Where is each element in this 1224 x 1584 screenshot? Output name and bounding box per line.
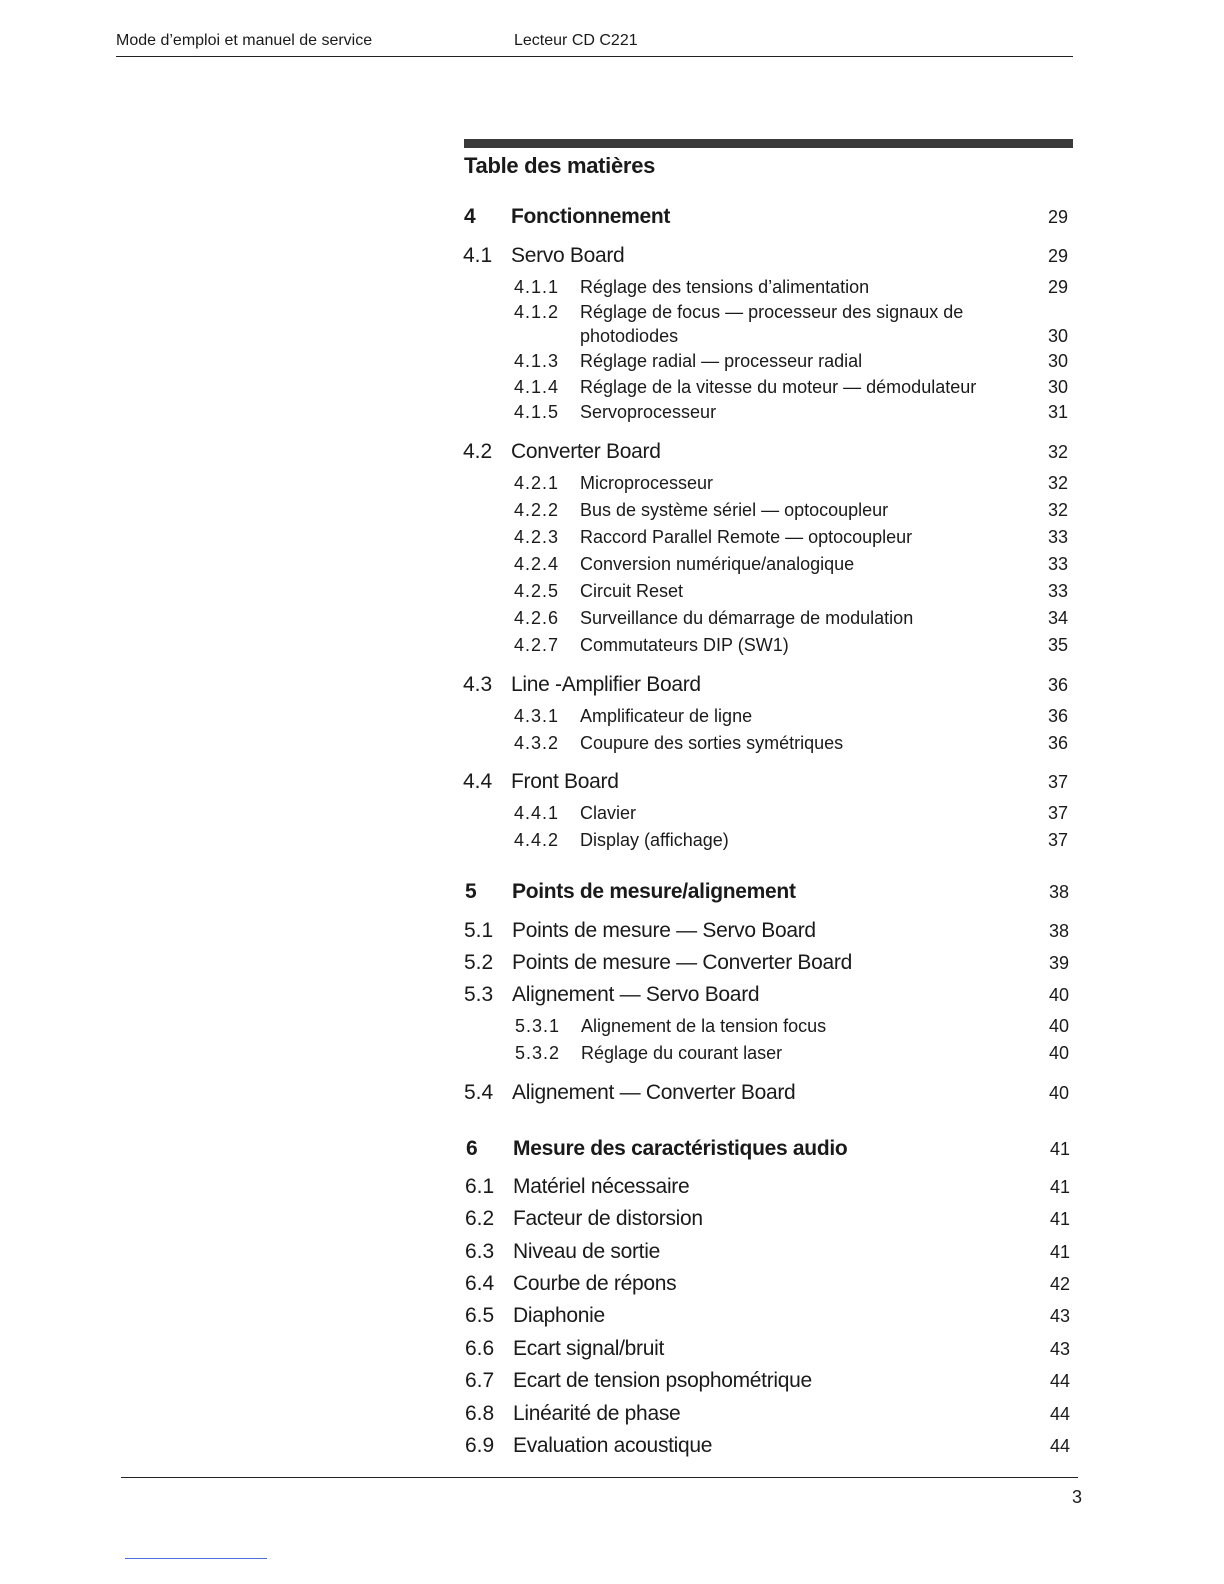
toc-entry-page: 41 — [1049, 1242, 1070, 1262]
toc-entry-section — [0, 1434, 1224, 1460]
toc-entry-title: Front Board — [511, 770, 619, 793]
toc-entry-page: 29 — [1047, 277, 1068, 297]
toc-entry-title: Points de mesure/alignement — [512, 880, 796, 903]
toc-entry-chapter — [0, 880, 1224, 906]
toc-entry-sub — [0, 500, 1224, 526]
toc-entry-page: 30 — [1047, 351, 1068, 371]
toc-entry-sub — [0, 733, 1224, 759]
toc-entry-title: Ecart signal/bruit — [513, 1337, 665, 1360]
toc-entry-section — [0, 919, 1224, 945]
toc-entry-title: Matériel nécessaire — [513, 1175, 690, 1198]
toc-entry-sub — [0, 277, 1224, 303]
toc-entry-section — [0, 673, 1224, 699]
toc-entry-number: 4.1.2 — [514, 302, 560, 322]
toc-entry-page: 33 — [1047, 581, 1068, 601]
toc-entry-number: 4.3.1 — [514, 706, 560, 726]
toc-entry-title: Alignement — Converter Board — [512, 1081, 796, 1104]
toc-entry-cont — [0, 326, 1224, 352]
toc-entry-page: 37 — [1047, 772, 1068, 792]
toc-entry-section — [0, 951, 1224, 977]
toc-entry-number: 4.2.4 — [514, 554, 560, 574]
toc-entry-page: 43 — [1049, 1306, 1070, 1326]
toc-entry-page: 32 — [1047, 473, 1068, 493]
toc-entry-title: Niveau de sortie — [513, 1240, 660, 1263]
toc-entry-number: 4.2.1 — [514, 473, 560, 493]
toc-entry-number: 5.3.1 — [515, 1016, 561, 1036]
toc-entry-page: 35 — [1047, 635, 1068, 655]
toc-entry-sub — [0, 377, 1224, 403]
toc-entry-chapter — [0, 205, 1224, 231]
toc-entry-sub — [0, 608, 1224, 634]
toc-entry-title: Réglage de la vitesse du moteur — démodulateur — [580, 377, 977, 397]
toc-entry-title: Points de mesure — Servo Board — [512, 919, 816, 942]
toc-entry-number: 6.6 — [465, 1337, 495, 1360]
toc-entry-number: 6.1 — [465, 1175, 495, 1198]
toc-entry-sub — [0, 803, 1224, 829]
toc-entry-title: Réglage du courant laser — [581, 1043, 783, 1063]
toc-entry-page: 42 — [1049, 1274, 1070, 1294]
toc-entry-page: 32 — [1047, 442, 1068, 462]
toc-entry-page: 41 — [1049, 1177, 1070, 1197]
toc-entry-number: 4.1.5 — [514, 402, 560, 422]
toc-entry-number: 5.3.2 — [515, 1043, 561, 1063]
toc-entry-title: Points de mesure — Converter Board — [512, 951, 852, 974]
toc-entry-title: Circuit Reset — [580, 581, 684, 601]
toc-entry-number: 5.1 — [464, 919, 494, 942]
toc-entry-number: 6.9 — [465, 1434, 495, 1457]
toc-entry-number: 4.1 — [463, 244, 493, 267]
toc-entry-section — [0, 1081, 1224, 1107]
footer-rule — [121, 1477, 1078, 1478]
toc-entry-number: 5.3 — [464, 983, 494, 1006]
toc-entry-number: 4 — [464, 205, 476, 228]
toc-entry-page: 40 — [1048, 985, 1069, 1005]
toc-entry-title: Microprocesseur — [580, 473, 714, 493]
toc-entry-page: 37 — [1047, 803, 1068, 823]
toc-entry-page: 29 — [1047, 207, 1068, 227]
toc-entry-page: 30 — [1047, 377, 1068, 397]
toc-entry-page: 38 — [1048, 921, 1069, 941]
toc-entry-section — [0, 1369, 1224, 1395]
toc-entry-number: 4.2.3 — [514, 527, 560, 547]
toc-entry-title: Linéarité de phase — [513, 1402, 681, 1425]
toc-entry-title: Diaphonie — [513, 1304, 605, 1327]
toc-entry-title: Réglage de focus — processeur des signaux de — [580, 302, 964, 322]
toc-entry-page: 32 — [1047, 500, 1068, 520]
toc-entry-sub — [0, 1043, 1224, 1069]
toc-entry-title: Servo Board — [511, 244, 625, 267]
toc-entry-section — [0, 1175, 1224, 1201]
toc-entry-page: 40 — [1048, 1083, 1069, 1103]
toc-title: Table des matières — [464, 153, 656, 178]
toc-entry-section — [0, 983, 1224, 1009]
toc-entry-title: Clavier — [580, 803, 637, 823]
toc-entry-page: 34 — [1047, 608, 1068, 628]
toc-entry-title: Commutateurs DIP (SW1) — [580, 635, 789, 655]
toc-entry-number: 6.5 — [465, 1304, 495, 1327]
toc-entry-section — [0, 1402, 1224, 1428]
toc-entry-number: 6.7 — [465, 1369, 495, 1392]
toc-entry-number: 4.2.2 — [514, 500, 560, 520]
toc-entry-section — [0, 1272, 1224, 1298]
toc-entry-title: Réglage radial — processeur radial — [580, 351, 863, 371]
toc-entry-sub — [0, 581, 1224, 607]
toc-entry-page: 44 — [1049, 1371, 1070, 1391]
toc-entry-number: 4.2.5 — [514, 581, 560, 601]
toc-entry-title: Courbe de répons — [513, 1272, 677, 1295]
toc-entry-section — [0, 1337, 1224, 1363]
toc-entry-title: Evaluation acoustique — [513, 1434, 713, 1457]
toc-entry-number: 4.2 — [463, 440, 493, 463]
toc-entry-page: 33 — [1047, 527, 1068, 547]
toc-entry-title: Amplificateur de ligne — [580, 706, 753, 726]
toc-entry-number: 4.4.2 — [514, 830, 560, 850]
toc-entry-sub — [0, 402, 1224, 428]
toc-entry-number: 4.3.2 — [514, 733, 560, 753]
toc-entry-page: 33 — [1047, 554, 1068, 574]
toc-entry-page: 40 — [1048, 1016, 1069, 1036]
toc-entry-title: Réglage des tensions d’alimentation — [580, 277, 870, 297]
toc-entry-sub — [0, 302, 1224, 328]
header-rule — [116, 56, 1073, 57]
toc-entry-page: 36 — [1047, 706, 1068, 726]
toc-entry-sub — [0, 527, 1224, 553]
toc-entry-page: 40 — [1048, 1043, 1069, 1063]
toc-entry-sub — [0, 635, 1224, 661]
toc-entry-number: 5 — [465, 880, 477, 903]
toc-entry-section — [0, 244, 1224, 270]
toc-entry-title: Display (affichage) — [580, 830, 729, 850]
toc-entry-title: Mesure des caractéristiques audio — [513, 1137, 848, 1160]
page-number: 3 — [1071, 1487, 1082, 1507]
toc-entry-sub — [0, 1016, 1224, 1042]
toc-entry-number: 4.2.7 — [514, 635, 560, 655]
toc-entry-page: 39 — [1048, 953, 1069, 973]
toc-entry-title: Servoprocesseur — [580, 402, 717, 422]
toc-entry-title: Raccord Parallel Remote — optocoupleur — [580, 527, 913, 547]
toc-entry-number: 4.1.3 — [514, 351, 560, 371]
toc-entry-page: 41 — [1049, 1139, 1070, 1159]
toc-entry-section — [0, 770, 1224, 796]
toc-entry-title: Line -Amplifier Board — [511, 673, 701, 696]
toc-entry-section — [0, 440, 1224, 466]
toc-entry-number: 4.1.4 — [514, 377, 560, 397]
toc-entry-sub — [0, 351, 1224, 377]
toc-entry-title: Alignement — Servo Board — [512, 983, 760, 1006]
toc-entry-number: 6.8 — [465, 1402, 495, 1425]
toc-entry-number: 5.4 — [464, 1081, 494, 1104]
toc-entry-page: 43 — [1049, 1339, 1070, 1359]
toc-entry-page: 37 — [1047, 830, 1068, 850]
toc-entry-sub — [0, 554, 1224, 580]
toc-entry-number: 6.4 — [465, 1272, 495, 1295]
toc-entry-title: Alignement de la tension focus — [581, 1016, 827, 1036]
toc-entry-title: photodiodes — [580, 326, 679, 346]
toc-entry-number: 6.2 — [465, 1207, 495, 1230]
toc-entry-page: 36 — [1047, 675, 1068, 695]
toc-entry-title: Conversion numérique/analogique — [580, 554, 855, 574]
toc-entry-title: Bus de système sériel — optocoupleur — [580, 500, 889, 520]
toc-entry-page: 41 — [1049, 1209, 1070, 1229]
toc-entry-chapter — [0, 1137, 1224, 1163]
toc-entry-title: Converter Board — [511, 440, 661, 463]
toc-entry-page: 44 — [1049, 1404, 1070, 1424]
toc-entry-page: 29 — [1047, 246, 1068, 266]
toc-entry-sub — [0, 830, 1224, 856]
toc-entry-page: 44 — [1049, 1436, 1070, 1456]
toc-entry-section — [0, 1240, 1224, 1266]
toc-entry-number: 5.2 — [464, 951, 494, 974]
toc-entry-section — [0, 1207, 1224, 1233]
toc-entry-title: Ecart de tension psophométrique — [513, 1369, 812, 1392]
toc-entry-number: 4.4 — [463, 770, 493, 793]
toc-entry-sub — [0, 706, 1224, 732]
toc-entry-page: 31 — [1047, 402, 1068, 422]
toc-entry-number: 4.4.1 — [514, 803, 560, 823]
page-header — [0, 30, 1224, 60]
header-product-name: Lecteur CD C221 — [514, 32, 638, 49]
toc-entry-page: 38 — [1048, 882, 1069, 902]
toc-entry-sub — [0, 473, 1224, 499]
header-manual-title: Mode d’emploi et manuel de service — [116, 32, 373, 49]
toc-entry-title: Facteur de distorsion — [513, 1207, 703, 1230]
toc-entry-number: 4.2.6 — [514, 608, 560, 628]
bottom-link-underline — [125, 1558, 267, 1559]
toc-entry-number: 4.3 — [463, 673, 493, 696]
toc-entry-page: 30 — [1047, 326, 1068, 346]
toc-title-bar — [464, 139, 1073, 148]
toc-entry-title: Surveillance du démarrage de modulation — [580, 608, 914, 628]
toc-entry-title: Fonctionnement — [511, 205, 671, 228]
toc-entry-number: 4.1.1 — [514, 277, 560, 297]
toc-entry-section — [0, 1304, 1224, 1330]
toc-entry-title: Coupure des sorties symétriques — [580, 733, 844, 753]
toc-entry-number: 6.3 — [465, 1240, 495, 1263]
toc-entry-number: 6 — [466, 1137, 478, 1160]
toc-entry-page: 36 — [1047, 733, 1068, 753]
